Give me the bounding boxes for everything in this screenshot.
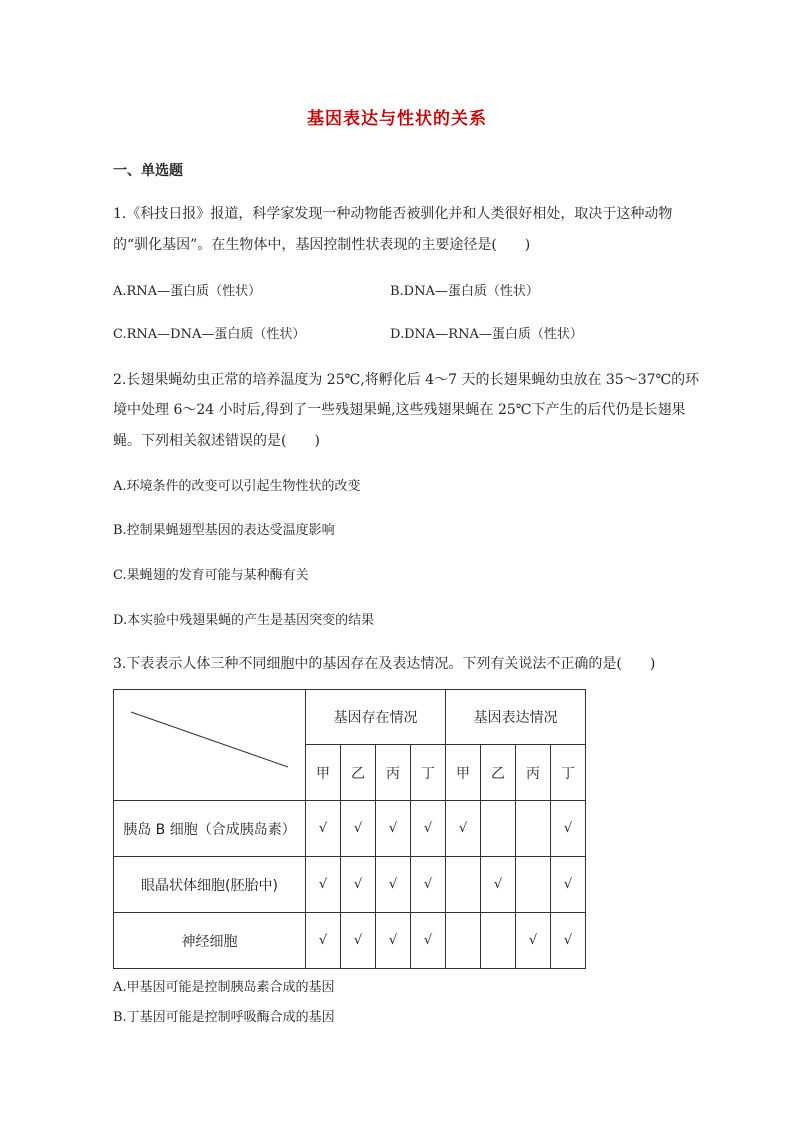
subheader-gene: 乙 bbox=[481, 745, 516, 801]
q1-stem-line1: 1.《科技日报》报道，科学家发现一种动物能否被驯化并和人类很好相处，取决于这种动物 bbox=[113, 206, 673, 222]
q1-option-c: C.RNA—DNA—蛋白质（性状） bbox=[113, 327, 306, 342]
q2-option-d: D.本实验中残翅果蝇的产生是基因突变的结果 bbox=[113, 613, 375, 628]
subheader-gene: 丁 bbox=[411, 745, 446, 801]
document-title: 基因表达与性状的关系 bbox=[307, 109, 487, 129]
table-cell: √ bbox=[411, 913, 446, 969]
q1-option-a: A.RNA—蛋白质（性状） bbox=[113, 284, 262, 299]
q2-stem-line3: 蝇。下列相关叙述错误的是( ) bbox=[113, 433, 320, 449]
subheader-gene: 甲 bbox=[306, 745, 341, 801]
q3-option-b: B.丁基因可能是控制呼吸酶合成的基因 bbox=[113, 1010, 335, 1025]
q2-option-a: A.环境条件的改变可以引起生物性状的改变 bbox=[113, 479, 361, 494]
table-cell: √ bbox=[306, 857, 341, 913]
q2-stem-line1: 2.长翅果蝇幼虫正常的培养温度为 25℃,将孵化后 4～7 天的长翅果蝇幼虫放在 35～37℃的环 bbox=[113, 372, 700, 388]
gene-expression-table bbox=[113, 689, 586, 969]
subheader-gene: 乙 bbox=[341, 745, 376, 801]
header-gene-expression: 基因表达情况 bbox=[446, 690, 586, 745]
section-heading: 一、单选题 bbox=[113, 163, 183, 179]
subheader-gene: 丙 bbox=[376, 745, 411, 801]
table-cell: √ bbox=[411, 857, 446, 913]
table-cell: √ bbox=[341, 913, 376, 969]
row-label: 神经细胞 bbox=[114, 913, 306, 969]
table-row bbox=[114, 801, 586, 857]
table-cell bbox=[446, 913, 481, 969]
table-row bbox=[114, 913, 586, 969]
table-cell: √ bbox=[376, 801, 411, 857]
table-cell: √ bbox=[306, 801, 341, 857]
q2-option-c: C.果蝇翅的发育可能与某种酶有关 bbox=[113, 568, 309, 583]
q2-option-b: B.控制果蝇翅型基因的表达受温度影响 bbox=[113, 523, 335, 538]
table-cell: √ bbox=[341, 801, 376, 857]
q3-option-a: A.甲基因可能是控制胰岛素合成的基因 bbox=[113, 980, 335, 995]
table-row bbox=[114, 857, 586, 913]
row-label: 眼晶状体细胞(胚胎中) bbox=[114, 857, 306, 913]
row-label: 胰岛 B 细胞（合成胰岛素） bbox=[114, 801, 306, 857]
table-cell: √ bbox=[516, 913, 551, 969]
subheader-gene: 甲 bbox=[446, 745, 481, 801]
table-cell: √ bbox=[341, 857, 376, 913]
table-cell: √ bbox=[551, 913, 586, 969]
table-cell bbox=[516, 857, 551, 913]
subheader-gene: 丙 bbox=[516, 745, 551, 801]
table-cell bbox=[481, 801, 516, 857]
table-cell bbox=[516, 801, 551, 857]
q1-option-d: D.DNA—RNA—蛋白质（性状） bbox=[390, 327, 583, 342]
table-cell bbox=[446, 857, 481, 913]
table-cell: √ bbox=[481, 857, 516, 913]
table-cell: √ bbox=[551, 857, 586, 913]
table-cell: √ bbox=[411, 801, 446, 857]
table-cell: √ bbox=[306, 913, 341, 969]
table-cell: √ bbox=[446, 801, 481, 857]
table-cell: √ bbox=[376, 913, 411, 969]
q1-stem-line2: 的“驯化基因”。在生物体中，基因控制性状表现的主要途径是( ) bbox=[113, 237, 531, 253]
header-gene-presence: 基因存在情况 bbox=[306, 690, 446, 745]
q3-stem: 3.下表表示人体三种不同细胞中的基因存在及表达情况。下列有关说法不正确的是( ) bbox=[113, 656, 656, 672]
q1-option-b: B.DNA—蛋白质（性状） bbox=[390, 284, 539, 299]
table-cell: √ bbox=[376, 857, 411, 913]
table-cell bbox=[481, 913, 516, 969]
diagonal-line-icon bbox=[114, 690, 305, 800]
q2-stem-line2: 境中处理 6～24 小时后,得到了一些残翅果蝇,这些残翅果蝇在 25℃下产生的后代仍是长翅果 bbox=[113, 402, 686, 418]
table-cell: √ bbox=[551, 801, 586, 857]
subheader-gene: 丁 bbox=[551, 745, 586, 801]
table-corner-diagonal bbox=[114, 690, 306, 801]
